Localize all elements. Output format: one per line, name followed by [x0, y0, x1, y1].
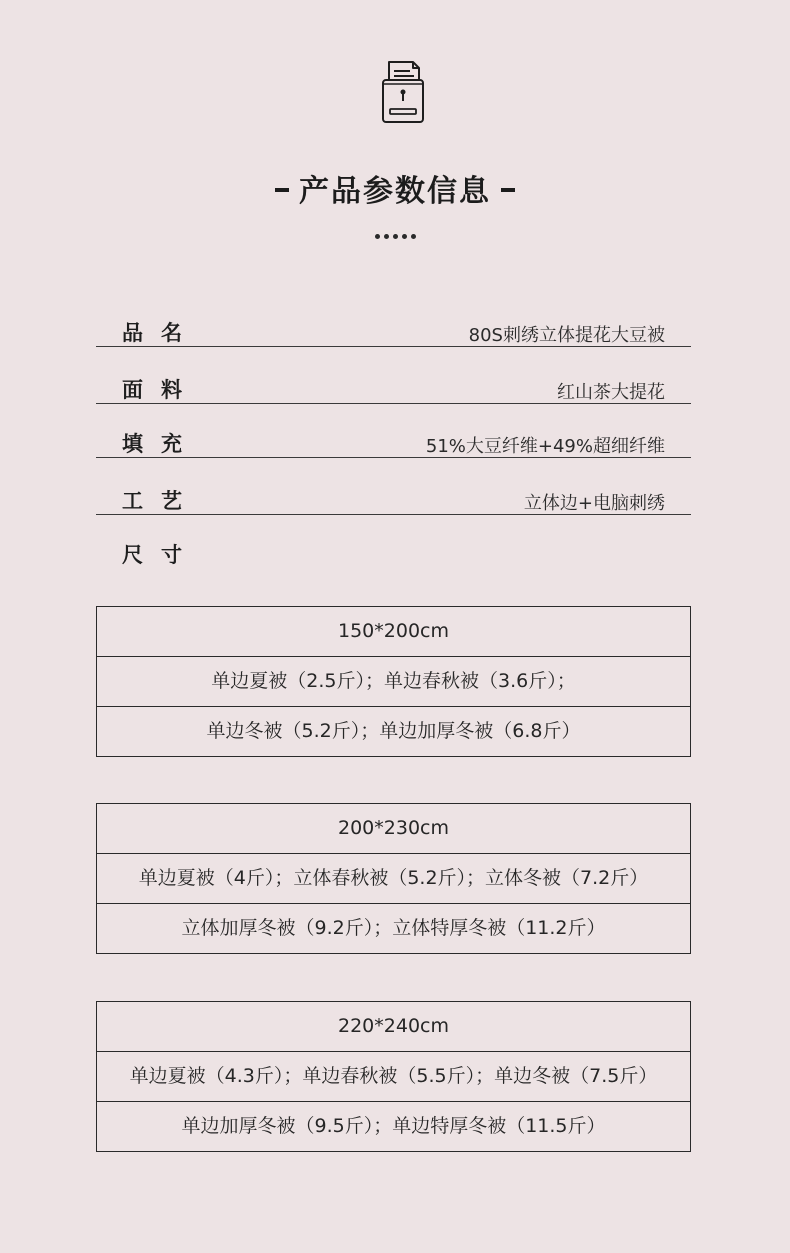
title-left-dash	[275, 188, 289, 192]
divider	[96, 403, 691, 404]
size-table-row: 单边冬被（5.2斤）；单边加厚冬被（6.8斤）	[206, 720, 581, 742]
size-table-header: 220*240cm	[97, 1002, 690, 1052]
param-row-craft	[96, 475, 691, 515]
size-table-row: 立体加厚冬被（9.2斤）；立体特厚冬被（11.2斤）	[181, 917, 606, 939]
size-table	[96, 803, 691, 954]
size-table-header: 150*200cm	[97, 607, 690, 657]
size-table-row: 单边夏被（4.3斤）；单边春秋被（5.5斤）；单边冬被（7.5斤）	[97, 1052, 690, 1102]
param-row-filling	[96, 418, 691, 458]
param-label: 工艺	[122, 489, 200, 513]
param-row-size	[96, 529, 691, 569]
param-label: 品名	[122, 321, 200, 345]
title-right-dash	[501, 188, 515, 192]
size-table	[96, 606, 691, 757]
size-table-row: 单边夏被（4斤）；立体春秋被（5.2斤）；立体冬被（7.2斤）	[97, 854, 690, 904]
document-archive-icon	[379, 58, 427, 126]
param-value: 80S刺绣立体提花大豆被	[468, 325, 665, 346]
param-label: 尺寸	[122, 543, 200, 567]
param-row-fabric	[96, 364, 691, 404]
param-value: 51%大豆纤维+49%超细纤维	[425, 436, 665, 457]
param-row-name	[96, 307, 691, 347]
size-table	[96, 1001, 691, 1152]
size-table-header: 200*230cm	[97, 804, 690, 854]
divider	[96, 514, 691, 515]
param-value: 红山茶大提花	[557, 382, 665, 403]
param-label: 面料	[122, 378, 200, 402]
title-dots-divider	[0, 224, 790, 234]
page-title-wrap	[0, 166, 790, 210]
size-table-row: 单边夏被（2.5斤）；单边春秋被（3.6斤）；	[97, 657, 690, 707]
param-value: 立体边+电脑刺绣	[523, 493, 665, 514]
divider	[96, 346, 691, 347]
page-title: 产品参数信息	[299, 174, 491, 209]
divider	[96, 457, 691, 458]
size-table-row: 单边加厚冬被（9.5斤）；单边特厚冬被（11.5斤）	[181, 1115, 606, 1137]
param-label: 填充	[122, 432, 200, 456]
